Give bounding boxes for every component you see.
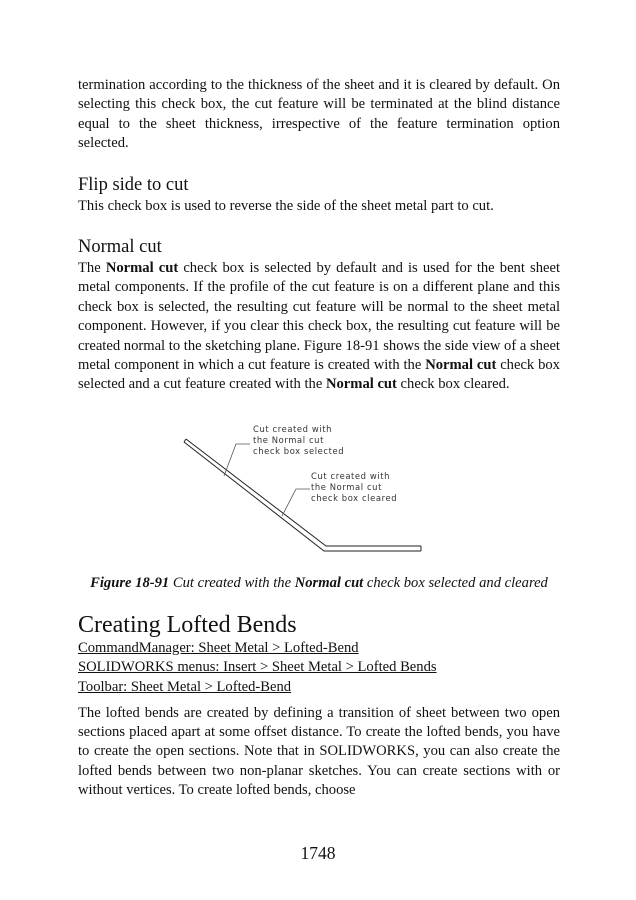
label-selected-line3: check box selected xyxy=(253,445,345,456)
caption-text: Cut created with the xyxy=(169,574,295,591)
label-cleared-line3: check box cleared xyxy=(311,492,398,503)
caption-text: check box selected and cleared xyxy=(363,574,548,591)
normal-cut-heading: Normal cut xyxy=(78,237,162,258)
text-run: check box is selected by default and is used for the bent sheet metal components. If the profile of the cut feature is on a different plane and this check box is selected, the resulting cut feature will be normal to the sheet metal component. However, if you clear this check box, the resulting cut feature will be created normal to the sketching plane. Figure 18-91 shows the side view of a sheet metal component in which a cut feature is created with the xyxy=(78,260,560,374)
menu-path-text: SOLIDWORKS menus: Insert > Sheet Metal > Lofted Bends xyxy=(78,659,437,676)
flip-side-section xyxy=(78,174,560,216)
normal-cut-paragraph xyxy=(78,259,560,395)
intro-paragraph: termination according to the thickness of the sheet and it is cleared by default. On selecting this check box, the cut feature will be terminated at the blind distance equal to the sheet thickness, irrespective of the feature termination option selected. xyxy=(78,77,560,152)
bold-term: Normal cut xyxy=(425,357,497,374)
menu-path-text: Sheet Metal > Lofted-Bend xyxy=(127,679,292,696)
normal-cut-section xyxy=(78,236,560,395)
page-number: 1748 xyxy=(300,843,336,863)
bold-term: Normal cut xyxy=(325,376,397,393)
page-content xyxy=(78,76,560,801)
sheet-end-left xyxy=(184,439,186,442)
commandmanager-path xyxy=(78,639,560,659)
label-cleared-line1: Cut created with xyxy=(311,470,391,481)
flip-side-paragraph: This check box is used to reverse the side of the sheet metal part to cut. xyxy=(78,197,494,214)
sheet-metal-side-view-diagram xyxy=(78,415,560,573)
solidworks-menus-path xyxy=(78,658,560,678)
figure-caption xyxy=(78,573,560,593)
leader-line-cleared xyxy=(282,489,310,516)
caption-figure-number: Figure 18-91 xyxy=(90,574,170,591)
toolbar-path xyxy=(78,678,560,698)
label-cleared-line2: the Normal cut xyxy=(311,481,382,492)
figure-18-91 xyxy=(78,415,560,573)
lofted-bends-heading: Creating Lofted Bends xyxy=(78,611,297,638)
flip-side-heading: Flip side to cut xyxy=(78,174,189,195)
label-selected-line1: Cut created with xyxy=(253,423,333,434)
caption-bold-term: Normal cut xyxy=(294,574,364,591)
text-run: The xyxy=(78,260,106,277)
menu-path-text: CommandManager: Sheet Metal > Lofted-Bend xyxy=(78,639,359,656)
text-run: check box selected and a cut feature created with the xyxy=(78,357,560,393)
lofted-bends-paragraph: The lofted bends are created by defining a transition of sheet between two open sections placed apart at some offset distance. To create the lofted bends, you have to create the open sections. Note that in SOLIDWORKS, you can also create the lofted bends between two non-planar sketches. You can create sections with or without vertices. To create lofted bends, choose xyxy=(78,704,560,799)
label-selected-line2: the Normal cut xyxy=(253,434,324,445)
text-run: check box cleared. xyxy=(396,376,510,393)
menu-path-text: Toolbar: xyxy=(78,679,128,696)
bold-term: Normal cut xyxy=(105,260,179,277)
